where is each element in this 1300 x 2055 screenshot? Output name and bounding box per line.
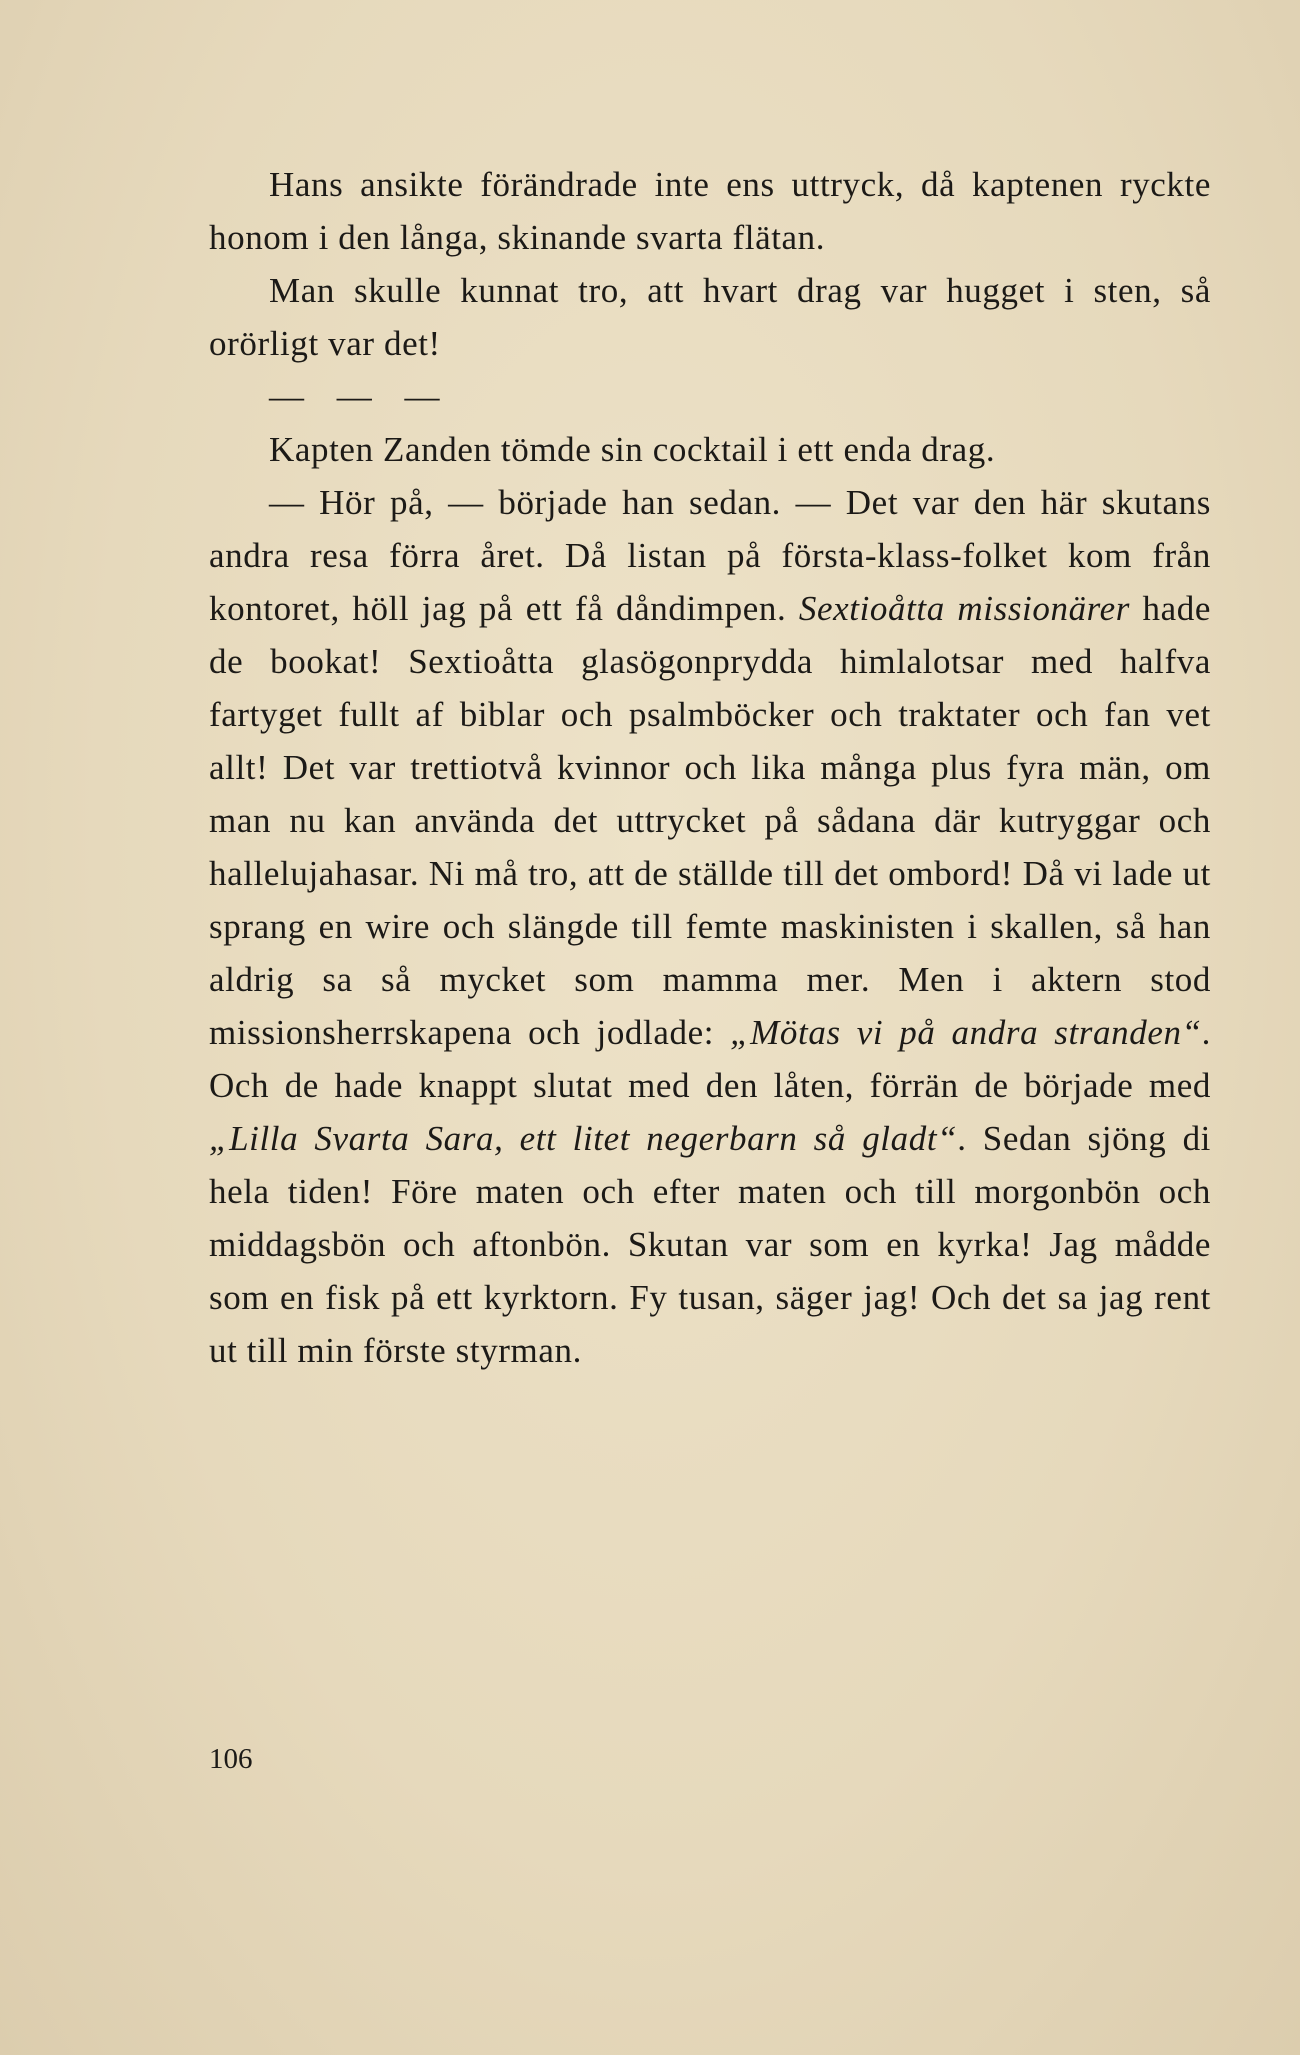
paragraph-3 — [209, 423, 1211, 476]
italic-song-title-1: „Mötas vi på andra stranden“ — [730, 1013, 1202, 1052]
paragraph-1 — [209, 158, 1211, 264]
paragraph-4-text: — Hör på, — började han sedan. — Det var den här skutans andra resa förra året. Då listan på första-klass-folket kom från kontoret, höll jag på ett få dåndimpen. — [209, 483, 1211, 628]
section-separator — [209, 370, 1211, 423]
paragraph-4-text: . Och de hade knappt slutat med den låten, förrän de började med — [209, 1013, 1211, 1105]
paragraph-4 — [209, 476, 1211, 1377]
italic-phrase-missionaries: Sextioåtta missionärer — [798, 589, 1130, 628]
separator-dashes: — — — — [269, 377, 452, 416]
italic-song-title-2: „Lilla Svarta Sara, ett litet negerbarn så gladt“ — [209, 1119, 958, 1158]
body-text — [209, 158, 1211, 1377]
paragraph-2 — [209, 264, 1211, 370]
paragraph-3-text: Kapten Zanden tömde sin cocktail i ett enda drag. — [269, 430, 996, 469]
paragraph-2-text: Man skulle kunnat tro, att hvart drag var hugget i sten, så orörligt var det! — [209, 271, 1211, 363]
page-number: 106 — [209, 1743, 253, 1775]
paragraph-4-text: hade de bookat! Sextioåtta glasögonprydda himlalotsar med halfva fartyget fullt af biblar och psalmböcker och traktater och fan vet allt! Det var trettiotvå kvinnor och lika många plus fyra män, om man nu kan använda det uttrycket på sådana där kutryggar och hallelujahasar. Ni må tro, att de ställde till det ombord! Då vi lade ut sprang en wire och slängde till femte maskinisten i skallen, så han aldrig sa så mycket som mamma mer. Men i aktern stod missionsherrskapena och jodlade: — [209, 589, 1212, 1052]
paragraph-4-text: . Sedan sjöng di hela tiden! Före maten och efter maten och till morgonbön och middagsbön och aftonbön. Skutan var som en kyrka! Jag mådde som en fisk på ett kyrktorn. Fy tusan, säger jag! Och det sa jag rent ut till min förste styrman. — [209, 1119, 1211, 1370]
paragraph-1-text: Hans ansikte förändrade inte ens uttryck, då kaptenen ryckte honom i den långa, skinande svarta flätan. — [209, 165, 1211, 257]
